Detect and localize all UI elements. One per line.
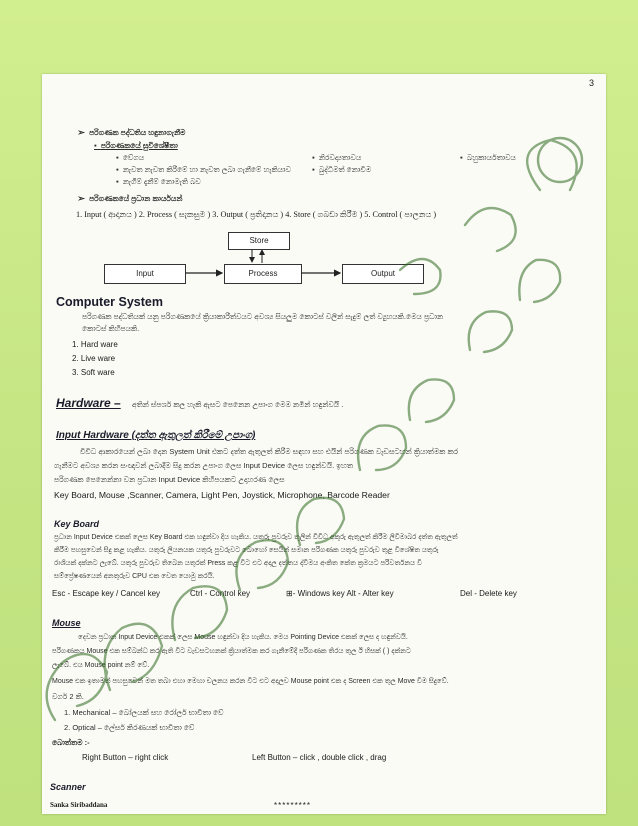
keyboard-line-3: රාශියක් දක්නට ලැබේ. යතුරු පුවරුව තිබෙන යතුරක් Press කළ විට එට අදාල දත්තය ද්විමය අංකිත කේත ක්‍රමයට පරිවර්තනය වී [54, 560, 423, 567]
output-box: Output [342, 264, 424, 284]
shortcut-win: ⊞- Windows key Alt - Alter key [286, 589, 394, 598]
process-box: Process [224, 264, 302, 284]
mouse-title: Mouse [52, 618, 81, 628]
mouse-line-1: දෙවන ප්‍රධාන Input Device එකක් ලෙස Mouse හඳුන්වා දිය හැකිය. මෙය Pointing Device එකක් ලෙස ද හඳුන්වයි. [78, 634, 408, 641]
diagram-arrows [42, 74, 606, 304]
shortcut-ctrl: Ctrl - Control key [190, 589, 251, 598]
computer-system-desc-2: කොටස් කිහිපයකි. [82, 324, 140, 333]
heading-system-intro: ➢ පරිගණක පද්ධතිය හඳුනාගැනීම [78, 128, 186, 137]
computer-system-desc-1: පරිගණක පද්ධතියක් යනු පරිගණකයේ ක්‍රියාකාරීත්වයට අවශ්‍ය සියලුම කොටස් වලින් සැදුම් ලත් ව්‍යුහයකි.මෙය ප්‍රධාන [82, 312, 444, 321]
keyboard-line-2: කිරීම පහසුවෙන් සිදු කළ හැකිය. යතුරු ලියනයක යතුරු පුවරුවට බොහෝ සෙයින් සමාන පරිගණක යතුරු පුවරුව තුළ විශේෂිත යතුරු [54, 547, 439, 554]
keyboard-line-4: සම්ප්‍රේෂණයෙන් අනතුරුව CPU එක වෙත යොමු කරයි. [54, 573, 215, 580]
feature-5: ▪ බුද්ධිමත් නොවීම [312, 165, 372, 174]
mouse-line-3: ලැබේ. එය Mouse point නම් වේ. [52, 662, 150, 669]
input-box: Input [104, 264, 186, 284]
computer-system-title: Computer System [56, 295, 163, 309]
heading-main-functions: ➢ පරිගණකයේ ප්‍රධාන කාර්යයන් [78, 194, 183, 203]
feature-2: ▪ නිරවද්‍යතාවය [312, 153, 362, 162]
heading-features: ▪ පරිගණකයේ සුවිශේෂීතා [94, 141, 178, 150]
feature-3: ▪ බහුකාර්යතාවය [460, 153, 516, 162]
input-hardware-line-2: ගැනීමට අවශ්‍ය කරන සංඥාවන් ලබාදීම සිදු කරන උපාංග ලෙස Input Device ලෙස හඳුන්වයි. ඉහත [54, 461, 353, 470]
store-box: Store [228, 232, 290, 250]
mouse-right-button: Right Button – right click [82, 753, 169, 762]
mouse-type-2: 2. Optical – ලේසර් කිරණයක් භාවිතා වේ [64, 723, 195, 732]
input-hardware-line-1: විවිධ ආකාරයෙන් ලබා දෙන System Unit එකට දත්ත ඇතුලත් කිරීම සඳහා සහ එයින් පරිගණක වැඩසටහන් ක්‍රියාත්මක කර [80, 447, 459, 456]
feature-4: ▪ නැවත නැවත කිරීමේ හා නැවත ලබා ගැනීමේ හැකියාව [116, 165, 291, 174]
hardware-desc: අතින් ස්පර්ශ කල හැකි ඇසට පෙනෙන උපාංග මෙම නමින් හඳුන්වයි . [132, 400, 344, 409]
keyboard-title: Key Board [54, 519, 100, 529]
feature-6: ▪ නැගීම් දැනීම් නොමැති බව [116, 177, 201, 186]
windows-icon: ⊞ [286, 589, 293, 598]
keyboard-line-1: ප්‍රධාන Input Device එකක් ලෙස Key Board එක හඳුන්වා දිය හැකිය. යතුරු පුවරුව තුලින් විවිධ අකුරු ඇතුලත් කිරීම ලිවිමාබර දත්ත ඇතුලත් [54, 534, 458, 541]
input-device-examples: Key Board, Mouse ,Scanner, Camera, Light Pen, Joystick, Microphone, Barcode Reader [54, 490, 390, 500]
system-item-2: 2. Live ware [72, 354, 116, 363]
functions-list: 1. Input ( ආදානය ) 2. Process ( සැකසුම ) 3. Output ( ප්‍රතිදානය ) 4. Store ( ගබඩා කිරීම ) 5. Control ( පාලනය ) [76, 210, 437, 219]
mouse-line-2: පරිගණකය Mouse එක සම්බන්ධ කර ඇති විට වැඩසටහනක් ක්‍රියාත්මක කර ගැනීමේදී පරිගණක තිරය තුල ඊ හිසක් ( ) දක්නට [52, 648, 411, 655]
mouse-buttons-label: බොත්තම :- [52, 738, 90, 747]
feature-1: ▪ වේගය [116, 153, 145, 162]
mouse-type-1: 1. Mechanical – බෝලයක් සහ රෝලර් භාවිතා වේ [64, 708, 224, 717]
input-hardware-title: Input Hardware (දත්ත ඇතුලත් කිරීමේ උපාංග) [56, 430, 256, 441]
system-item-3: 3. Soft ware [72, 368, 115, 377]
shortcut-esc: Esc - Escape key / Cancel key [52, 589, 161, 598]
system-item-1: 1. Hard ware [72, 340, 118, 349]
footer-stars: ********* [274, 801, 312, 810]
mouse-line-5: වර්ග 2 කි. [52, 692, 84, 701]
page-number: 3 [588, 78, 594, 88]
mouse-left-button: Left Button – click , double click , drag [252, 753, 387, 762]
hardware-title: Hardware – [56, 396, 121, 410]
scanner-title: Scanner [50, 782, 86, 792]
input-hardware-line-3: පරිගණක පෙනෙන්නා වන ප්‍රධාන Input Device කිහිපයකට උදාහරණ ලෙස [54, 475, 285, 484]
mouse-line-4: Mouse එක ඉතාමත් පහසුවෙන් මත තබා එහා මෙහා චලනය කරන විට එට අදාලව Mouse point එක ද Screen එක තුල Move වීම සිදුවේ. [52, 678, 449, 685]
footer-author: Sanka Siribaddana [50, 801, 108, 809]
shortcut-del: Del - Delete key [460, 589, 517, 598]
document-page [42, 74, 606, 814]
